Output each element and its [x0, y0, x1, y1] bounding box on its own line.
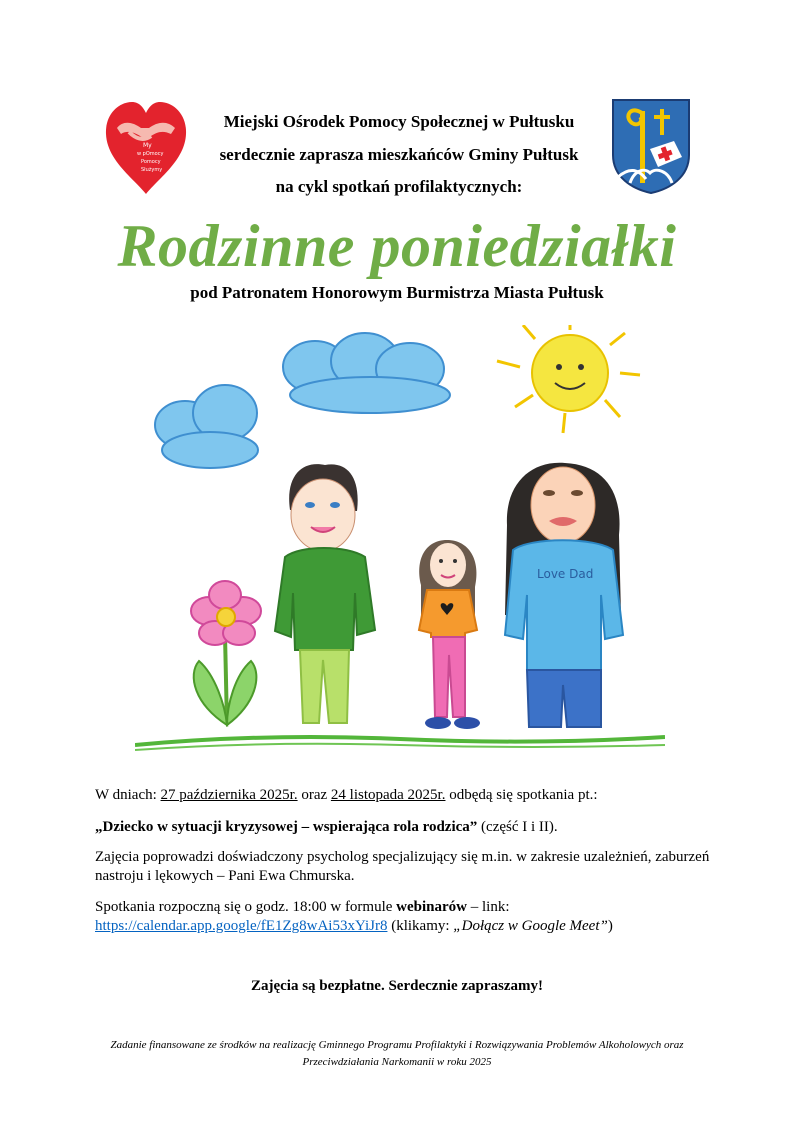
webinar-link[interactable]: https://calendar.app.google/fE1Zg8wAi53xYiJr8	[95, 918, 388, 934]
father-figure	[275, 464, 375, 723]
meeting-leader: Zajęcia poprowadzi doświadczony psycholog specjalizujący się m.in. w zakresie uzależnień, zaburzeń nastroju i lękowych – Pani Ewa Chmurska.	[95, 849, 710, 884]
funding-footer: Zadanie finansowane ze środków na realizację Gminnego Programu Profilaktyki i Rozwiązywania Problemów Alkoholowych oraz Przeciwdziałania Narkomanii w roku 2025	[110, 1039, 684, 1068]
heart-logo-line2: w pOmocy	[137, 151, 164, 157]
heart-logo-line3: Pomocy	[141, 159, 161, 165]
patronage-line: pod Patronatem Honorowym Burmistrza Miasta Pułtusk	[190, 283, 604, 302]
header-series: na cykl spotkań profilaktycznych:	[275, 177, 523, 196]
mother-figure	[505, 463, 623, 727]
meeting-dates: W dniach: 27 października 2025r. oraz 24 listopada 2025r. odbędą się spotkania pt.:	[95, 787, 598, 803]
header-institution: Miejski Ośrodek Pomocy Społecznej w Pułtusku	[223, 112, 575, 131]
sun-icon	[497, 325, 640, 433]
child-figure	[419, 540, 480, 729]
meeting-start-info: Spotkania rozpoczną się o godz. 18:00 w formule webinarów – link: https://calendar.app.google/fE1Zg8wAi53xYiJr8 (klikamy: „Dołącz w Google Meet”)	[95, 899, 613, 934]
heart-logo-line4: Służymy	[141, 167, 163, 173]
header-invitation: serdecznie zaprasza mieszkańców Gminy Pułtusk	[219, 145, 579, 164]
family-drawing	[135, 325, 665, 755]
date-second: 24 listopada 2025r.	[330, 787, 446, 803]
page-title: Rodzinne poniedziałki	[117, 213, 677, 279]
meeting-topic: „Dziecko w sytuacji kryzysowej – wspierająca rola rodzica” (część I i II).	[95, 819, 558, 835]
free-entry-note: Zajęcia są bezpłatne. Serdecznie zapraszamy!	[250, 978, 544, 994]
meeting-title: „Dziecko w sytuacji kryzysowej – wspierająca rola rodzica”	[95, 819, 478, 835]
mops-heart-logo	[103, 98, 189, 198]
pultusk-coat-of-arms	[610, 97, 692, 195]
flower-icon	[191, 581, 261, 725]
cloud-icon	[155, 385, 258, 468]
heart-logo-line1: My	[143, 142, 152, 149]
date-first: 27 października 2025r.	[160, 787, 298, 803]
shirt-text: Love Dad	[537, 567, 594, 581]
cloud-icon	[283, 333, 450, 413]
